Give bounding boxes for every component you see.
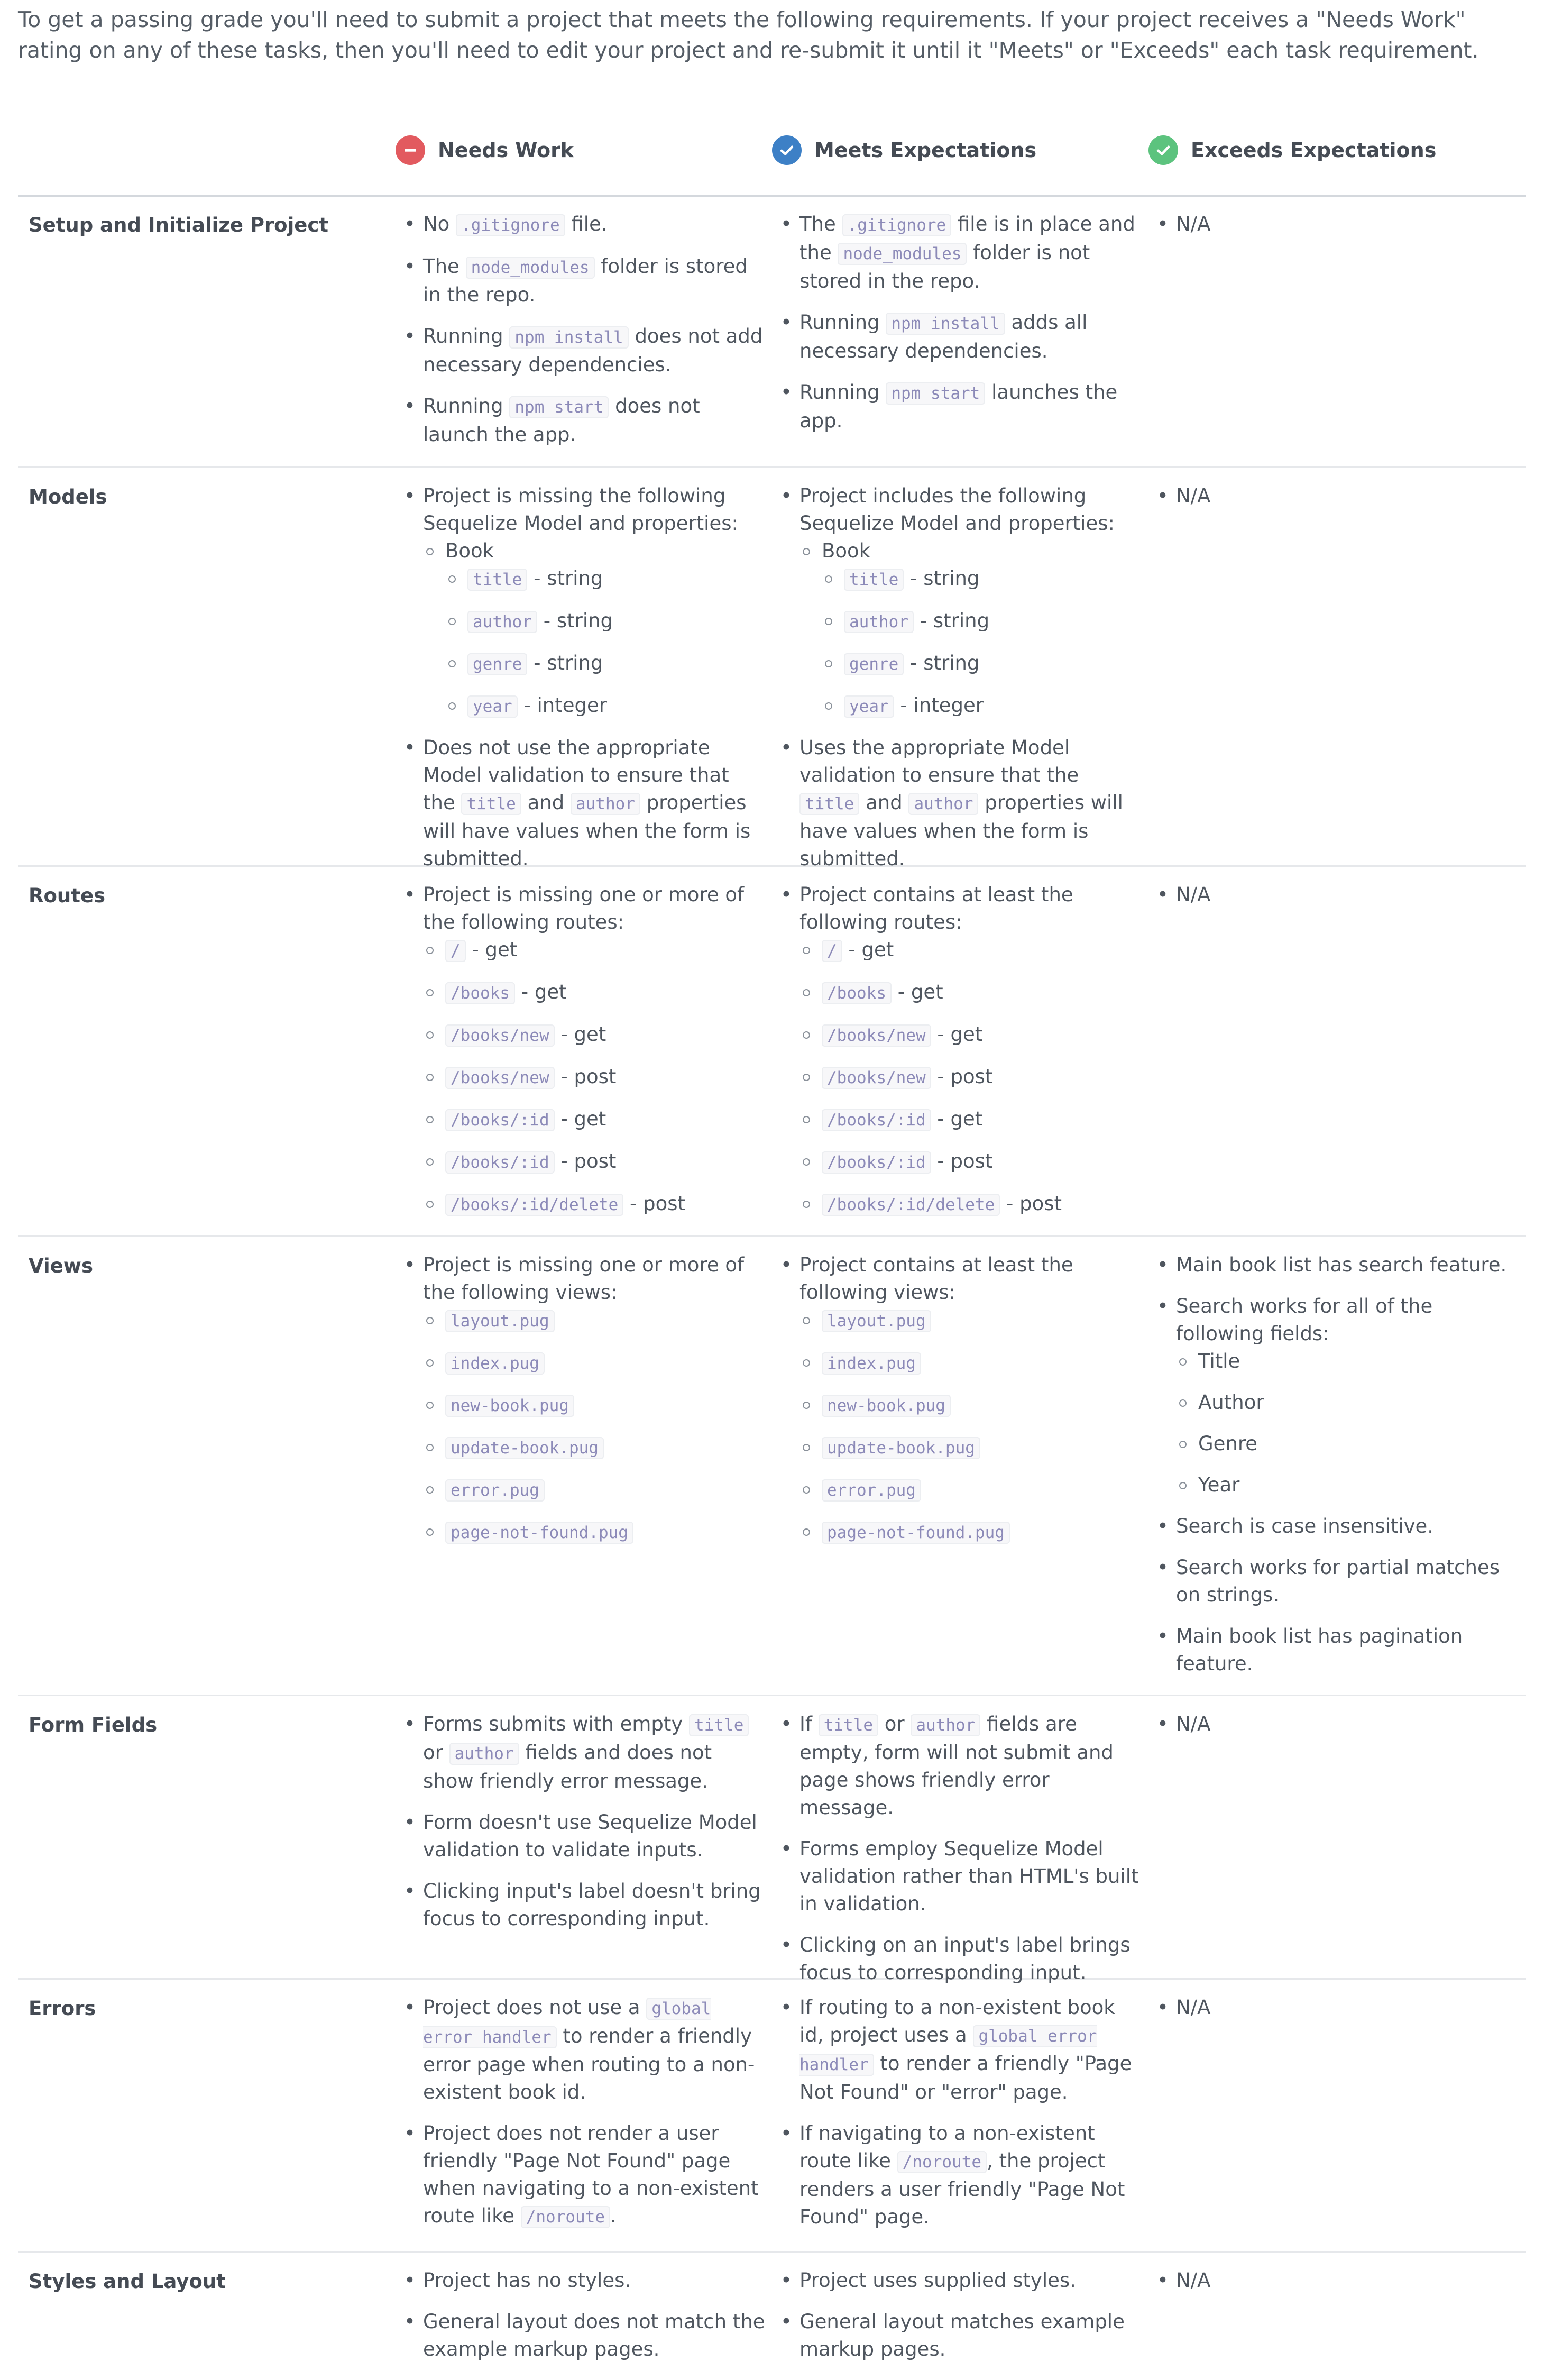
inline-code: author <box>911 1714 980 1736</box>
list-item <box>1176 1471 1520 1499</box>
list-item <box>778 734 1143 873</box>
item-text: Project has no styles. <box>423 2269 631 2292</box>
item-text: Project is missing the following Sequelize Model and properties: <box>423 484 738 535</box>
item-text: Clicking input's label doesn't bring focus to corresponding input. <box>423 1880 761 1930</box>
inline-code: /books/:id <box>445 1109 555 1131</box>
item-text: Book <box>445 539 494 562</box>
bullet-list <box>778 210 1143 435</box>
meets-cell <box>778 1710 1143 2000</box>
item-text: - post <box>931 1065 993 1088</box>
item-text: Project contains at least the following views: <box>799 1253 1073 1304</box>
list-item <box>799 1349 1143 1377</box>
list-item <box>1155 1554 1520 1609</box>
inline-code: genre <box>844 653 904 675</box>
inline-code: year <box>844 695 894 718</box>
check-circle-icon <box>1148 135 1178 165</box>
bullet-list <box>445 565 767 720</box>
item-text: does not launch the app. <box>423 395 700 446</box>
item-text: Running <box>799 311 886 334</box>
item-text: Project includes the following Sequelize Model and properties: <box>799 484 1115 535</box>
bullet-list <box>822 565 1143 720</box>
needs-work-cell <box>402 2267 767 2377</box>
item-text: - get <box>842 938 894 961</box>
list-item <box>1155 1994 1520 2021</box>
item-text: - get <box>891 981 943 1003</box>
item-text: N/A <box>1176 883 1211 906</box>
list-item <box>445 649 767 678</box>
list-item <box>445 692 767 720</box>
inline-code: title <box>467 569 527 591</box>
needs-work-cell <box>402 210 767 462</box>
intro-text: To get a passing grade you'll need to submit a project that meets the following requirements. If your project receives a "Needs Work" rating on any of these tasks, then you'll need to edit your project and re-submit it until it "Meets" or "Exceeds" each task requirement. <box>18 7 1479 63</box>
inline-code: title <box>689 1714 749 1736</box>
bullet-list <box>402 1251 767 1546</box>
inline-code: /books/:id <box>445 1151 555 1174</box>
list-item <box>778 309 1143 365</box>
meets-label: Meets Expectations <box>814 139 1037 162</box>
item-text: folder is stored in the repo. <box>423 255 748 306</box>
item-text: Project is missing one or more of the following routes: <box>423 883 745 933</box>
inline-code: index.pug <box>822 1352 921 1375</box>
meets-cell <box>778 1994 1143 2245</box>
needs-work-cell <box>402 482 767 886</box>
list-item <box>1155 210 1520 238</box>
bullet-list <box>402 1710 767 1933</box>
inline-code: update-book.pug <box>822 1437 980 1459</box>
row-label: Setup and Initialize Project <box>29 214 328 236</box>
list-item <box>423 936 767 965</box>
list-item <box>822 649 1143 678</box>
list-item <box>402 482 767 720</box>
needs-work-header <box>396 135 574 165</box>
needs-work-label: Needs Work <box>438 139 574 162</box>
item-text: - get <box>931 1023 983 1046</box>
inline-code: /books/:id/delete <box>445 1194 623 1216</box>
item-text: Search works for all of the following fields: <box>1176 1295 1433 1345</box>
item-text: - get <box>554 1023 606 1046</box>
inline-code: global error handler <box>423 1998 711 2048</box>
inline-code: node_modules <box>466 257 595 279</box>
inline-code: layout.pug <box>822 1310 931 1332</box>
item-text: - string <box>527 652 603 674</box>
inline-code: title <box>461 793 521 815</box>
item-text: If navigating to a non-existent route like <box>799 2122 1095 2172</box>
bullet-list <box>1155 2267 1520 2294</box>
item-text: and <box>521 791 571 814</box>
item-text: and <box>859 791 909 814</box>
rubric-row <box>18 466 1526 870</box>
exceeds-cell <box>1155 1994 1520 2035</box>
bullet-list <box>778 482 1143 873</box>
inline-code: /books/new <box>822 1024 931 1047</box>
rubric-header <box>18 126 1526 197</box>
exceeds-cell <box>1155 1251 1520 1691</box>
item-text: If routing to a non-existent book id, project uses a <box>799 1996 1115 2046</box>
item-text: Title <box>1198 1350 1240 1372</box>
list-item <box>799 1476 1143 1504</box>
bullet-list <box>778 1710 1143 1987</box>
bullet-list <box>402 210 767 448</box>
list-item <box>799 537 1143 720</box>
list-item <box>423 1518 767 1546</box>
inline-code: error.pug <box>445 1479 545 1502</box>
rubric-row <box>18 865 1526 1237</box>
list-item <box>402 1710 767 1795</box>
list-item <box>1176 1389 1520 1416</box>
bullet-list <box>799 936 1143 1219</box>
list-item <box>822 607 1143 636</box>
inline-code: / <box>445 940 466 962</box>
item-text: - string <box>537 609 613 632</box>
item-text: Project does not use a <box>423 1996 647 2019</box>
list-item <box>778 482 1143 720</box>
exceeds-cell <box>1155 881 1520 922</box>
item-text: - integer <box>894 694 984 717</box>
inline-code: node_modules <box>838 243 967 265</box>
inline-code: author <box>467 611 537 633</box>
item-text: Author <box>1198 1391 1264 1414</box>
item-text: properties will have values when the form is submitted. <box>799 791 1123 870</box>
check-circle-icon <box>772 135 802 165</box>
item-text: - post <box>623 1192 686 1215</box>
list-item <box>423 1391 767 1420</box>
meets-cell <box>778 1251 1143 1560</box>
inline-code: global error handler <box>799 2025 1097 2076</box>
list-item <box>445 565 767 593</box>
list-item <box>799 1021 1143 1049</box>
item-text: . <box>610 2204 617 2227</box>
inline-code: /books/:id <box>822 1109 931 1131</box>
item-text: or <box>878 1713 911 1735</box>
inline-code: /books/:id <box>822 1151 931 1174</box>
list-item <box>1155 881 1520 909</box>
exceeds-label: Exceeds Expectations <box>1191 139 1437 162</box>
inline-code: /books <box>822 982 892 1004</box>
inline-code: title <box>819 1714 878 1736</box>
list-item <box>1176 1348 1520 1375</box>
bullet-list <box>1176 1348 1520 1499</box>
item-text: fields and does not show friendly error message. <box>423 1741 712 1792</box>
list-item <box>402 1809 767 1864</box>
bullet-list <box>778 881 1143 1219</box>
inline-code: npm start <box>509 396 609 418</box>
bullet-list <box>402 482 767 873</box>
inline-code: year <box>467 695 518 718</box>
item-text: Main book list has search feature. <box>1176 1253 1507 1276</box>
item-text: - string <box>904 567 980 590</box>
item-text: Project contains at least the following routes: <box>799 883 1073 933</box>
rubric-row <box>18 1695 1526 1984</box>
list-item <box>799 936 1143 965</box>
exceeds-cell <box>1155 2267 1520 2308</box>
item-text: Year <box>1198 1473 1240 1496</box>
list-item <box>423 1105 767 1134</box>
list-item <box>1155 482 1520 510</box>
list-item <box>799 1433 1143 1462</box>
list-item <box>1155 1293 1520 1499</box>
list-item <box>778 210 1143 295</box>
item-text: properties will have values when the form is submitted. <box>423 791 751 870</box>
item-text: Project uses supplied styles. <box>799 2269 1076 2292</box>
exceeds-cell <box>1155 1710 1520 1752</box>
inline-code: author <box>449 1743 519 1765</box>
item-text: N/A <box>1176 213 1211 235</box>
list-item <box>423 1021 767 1049</box>
item-text: Genre <box>1198 1432 1258 1455</box>
inline-code: /noroute <box>897 2151 987 2173</box>
list-item <box>423 537 767 720</box>
inline-code: /books/new <box>822 1067 931 1089</box>
list-item <box>1155 1710 1520 1738</box>
item-text: - post <box>931 1150 993 1173</box>
meets-cell <box>778 482 1143 886</box>
list-item <box>778 881 1143 1219</box>
list-item <box>445 607 767 636</box>
row-label: Styles and Layout <box>29 2270 226 2293</box>
item-text: N/A <box>1176 1713 1211 1735</box>
row-label: Routes <box>29 884 106 907</box>
item-text: The <box>799 213 842 235</box>
row-label: Form Fields <box>29 1714 158 1736</box>
inline-code: genre <box>467 653 527 675</box>
item-text: - integer <box>517 694 607 717</box>
list-item <box>778 1835 1143 1918</box>
bullet-list <box>778 2267 1143 2363</box>
list-item <box>423 1433 767 1462</box>
rubric-row <box>18 2251 1526 2380</box>
meets-cell <box>778 210 1143 448</box>
bullet-list <box>1155 1994 1520 2021</box>
item-text: to render a friendly error page when routing to a non-existent book id. <box>423 2025 755 2103</box>
list-item <box>1155 2267 1520 2294</box>
list-item <box>799 1105 1143 1134</box>
rubric-row <box>18 1978 1526 2253</box>
inline-code: author <box>844 611 914 633</box>
item-text: - get <box>931 1107 983 1130</box>
item-text: Form doesn't use Sequelize Model validation to validate inputs. <box>423 1811 757 1861</box>
bullet-list <box>1155 1710 1520 1738</box>
item-text: Forms employ Sequelize Model validation rather than HTML's built in validation. <box>799 1837 1139 1915</box>
bullet-list <box>423 537 767 720</box>
needs-work-cell <box>402 1251 767 1560</box>
item-text: file is in place and the <box>799 213 1135 264</box>
list-item <box>402 323 767 379</box>
bullet-list <box>778 1251 1143 1546</box>
item-text: Running <box>799 381 886 404</box>
meets-header <box>772 135 1036 165</box>
item-text: - get <box>554 1107 606 1130</box>
item-text: Running <box>423 395 510 417</box>
list-item <box>402 253 767 309</box>
bullet-list <box>423 1306 767 1546</box>
list-item <box>778 1251 1143 1546</box>
bullet-list <box>402 2267 767 2363</box>
item-text: If <box>799 1713 819 1735</box>
bullet-list <box>799 537 1143 720</box>
inline-code: / <box>822 940 842 962</box>
item-text: or <box>423 1741 449 1764</box>
inline-code: /noroute <box>521 2206 610 2228</box>
item-text: The <box>423 255 466 278</box>
list-item <box>799 1063 1143 1092</box>
list-item <box>1155 1623 1520 1678</box>
needs-work-cell <box>402 881 767 1232</box>
item-text: file. <box>565 213 608 235</box>
bullet-list <box>1155 482 1520 510</box>
item-text: - string <box>527 567 603 590</box>
item-text: Forms submits with empty <box>423 1713 690 1735</box>
list-item <box>402 881 767 1219</box>
inline-code: /books <box>445 982 515 1004</box>
inline-code: error.pug <box>822 1479 921 1502</box>
inline-code: new-book.pug <box>445 1395 574 1417</box>
inline-code: author <box>908 793 978 815</box>
inline-code: npm install <box>886 313 1005 335</box>
list-item <box>778 2267 1143 2294</box>
item-text: - get <box>465 938 518 961</box>
list-item <box>402 2120 767 2231</box>
item-text: Book <box>822 539 871 562</box>
list-item <box>423 978 767 1007</box>
exceeds-header <box>1148 135 1436 165</box>
item-text: - post <box>554 1150 617 1173</box>
item-text: - post <box>554 1065 617 1088</box>
item-text: - post <box>1000 1192 1062 1215</box>
list-item <box>799 978 1143 1007</box>
row-label: Errors <box>29 1997 96 2020</box>
inline-code: author <box>571 793 640 815</box>
list-item <box>423 1063 767 1092</box>
bullet-list <box>402 1994 767 2231</box>
list-item <box>778 379 1143 435</box>
minus-circle-icon <box>396 135 425 165</box>
list-item <box>822 565 1143 593</box>
list-item <box>1176 1430 1520 1458</box>
inline-code: .gitignore <box>456 214 565 236</box>
inline-code: npm install <box>509 326 628 349</box>
bullet-list <box>799 1306 1143 1546</box>
list-item <box>402 1251 767 1546</box>
item-text: , the project renders a user friendly "Page Not Found" page. <box>799 2149 1125 2228</box>
item-text: Does not use the appropriate Model validation to ensure that the <box>423 736 729 814</box>
bullet-list <box>1155 1251 1520 1678</box>
inline-code: new-book.pug <box>822 1395 951 1417</box>
list-item <box>1155 1251 1520 1279</box>
inline-code: title <box>844 569 904 591</box>
item-text: Running <box>423 325 510 347</box>
list-item <box>778 1710 1143 1821</box>
item-text: N/A <box>1176 1996 1211 2019</box>
inline-code: page-not-found.pug <box>445 1522 633 1544</box>
list-item <box>423 1148 767 1176</box>
list-item <box>402 1878 767 1933</box>
item-text: Project is missing one or more of the following views: <box>423 1253 745 1304</box>
list-item <box>822 692 1143 720</box>
item-text: Search is case insensitive. <box>1176 1515 1433 1537</box>
list-item <box>1155 1513 1520 1540</box>
inline-code: /books/:id/delete <box>822 1194 1000 1216</box>
list-item <box>402 392 767 448</box>
item-text: No <box>423 213 456 235</box>
list-item <box>799 1148 1143 1176</box>
rubric-row <box>18 1235 1526 1696</box>
rubric-row <box>18 195 1526 468</box>
item-text: does not add necessary dependencies. <box>423 325 763 376</box>
inline-code: /books/new <box>445 1024 555 1047</box>
list-item <box>423 1306 767 1335</box>
row-label: Models <box>29 486 107 508</box>
item-text: - string <box>904 652 980 674</box>
inline-code: page-not-found.pug <box>822 1522 1010 1544</box>
meets-cell <box>778 2267 1143 2377</box>
list-item <box>799 1306 1143 1335</box>
item-text: General layout does not match the example markup pages. <box>423 2310 765 2360</box>
item-text: General layout matches example markup pages. <box>799 2310 1125 2360</box>
bullet-list <box>778 1994 1143 2231</box>
inline-code: update-book.pug <box>445 1437 604 1459</box>
item-text: Search works for partial matches on strings. <box>1176 1556 1500 1606</box>
item-text: fields are empty, form will not submit and page shows friendly error message. <box>799 1713 1114 1819</box>
inline-code: .gitignore <box>842 214 952 236</box>
needs-work-cell <box>402 1710 767 1946</box>
item-text: N/A <box>1176 484 1211 507</box>
list-item <box>423 1349 767 1377</box>
item-text: Project does not render a user friendly "Page Not Found" page when navigating to a non-existent route like <box>423 2122 759 2227</box>
item-text: adds all necessary dependencies. <box>799 311 1088 362</box>
bullet-list <box>423 936 767 1219</box>
item-text: - get <box>514 981 567 1003</box>
item-text: launches the app. <box>799 381 1118 432</box>
item-text: Uses the appropriate Model validation to ensure that the <box>799 736 1079 786</box>
needs-work-cell <box>402 1994 767 2245</box>
inline-code: layout.pug <box>445 1310 555 1332</box>
list-item <box>423 1476 767 1504</box>
list-item <box>799 1190 1143 1219</box>
item-text: Main book list has pagination feature. <box>1176 1625 1463 1675</box>
row-label: Views <box>29 1255 93 1277</box>
inline-code: npm start <box>886 382 985 405</box>
list-item <box>402 1994 767 2106</box>
bullet-list <box>1155 210 1520 238</box>
list-item <box>778 2120 1143 2231</box>
exceeds-cell <box>1155 210 1520 252</box>
item-text: - string <box>913 609 990 632</box>
list-item <box>799 1391 1143 1420</box>
list-item <box>402 2267 767 2294</box>
item-text: folder is not stored in the repo. <box>799 241 1090 292</box>
inline-code: title <box>799 793 859 815</box>
list-item <box>799 1518 1143 1546</box>
list-item <box>402 734 767 873</box>
inline-code: /books/new <box>445 1067 555 1089</box>
list-item <box>402 2308 767 2363</box>
item-text: to render a friendly "Page Not Found" or "error" page. <box>799 2052 1132 2103</box>
bullet-list <box>1155 881 1520 909</box>
inline-code: index.pug <box>445 1352 545 1375</box>
item-text: N/A <box>1176 2269 1211 2292</box>
bullet-list <box>402 881 767 1219</box>
list-item <box>423 1190 767 1219</box>
list-item <box>778 1994 1143 2106</box>
exceeds-cell <box>1155 482 1520 524</box>
meets-cell <box>778 881 1143 1232</box>
list-item <box>402 210 767 239</box>
list-item <box>778 2308 1143 2363</box>
item-text: Clicking on an input's label brings focus to corresponding input. <box>799 1934 1131 1984</box>
